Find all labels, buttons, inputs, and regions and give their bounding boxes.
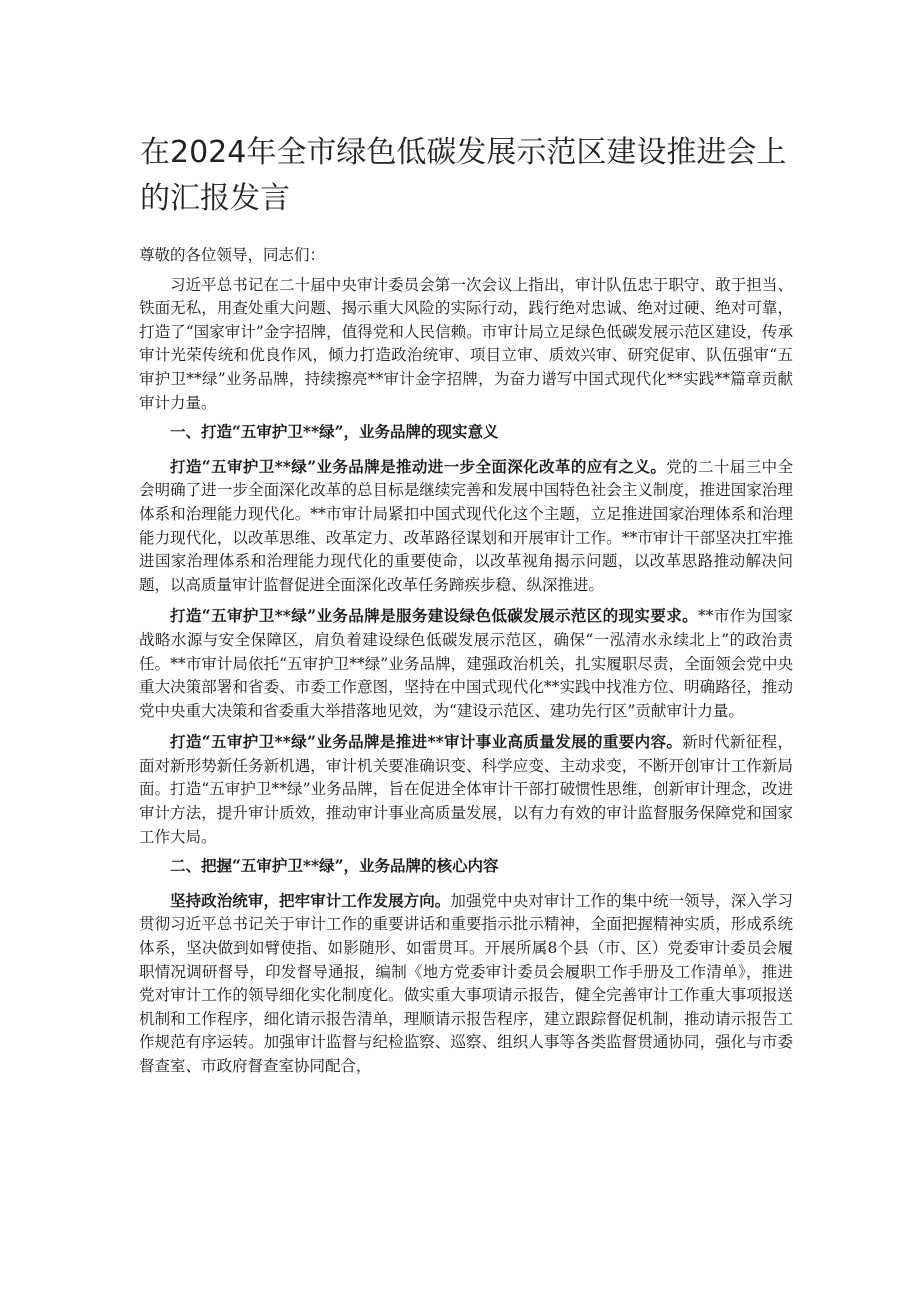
- paragraph-lead: 打造“五审护卫**绿”业务品牌是服务建设绿色低碳发展示范区的现实要求。: [170, 606, 699, 626]
- section-heading-2: 二、把握“五审护卫**绿”，业务品牌的核心内容: [170, 856, 499, 876]
- section-1-paragraph-1: [139, 455, 793, 598]
- paragraph-text: 新时代新征程，面对新形势新任务新机遇，审计机关要准确识变、科学应变、主动求变，不断开创审计工作新局面。打造“五审护卫**绿”业务品牌，旨在促进全体审计干部打破惯性思维，创新审计理念，改进审计方法，提升审计质效，推动审计事业高质量发展，以有力有效的审计监督服务保障党和国家工作大局。: [139, 733, 793, 846]
- section-heading-1: 一、打造“五审护卫**绿”，业务品牌的现实意义: [170, 422, 499, 442]
- section-1-paragraph-3: [139, 730, 793, 849]
- salutation: 尊敬的各位领导，同志们：: [139, 246, 326, 264]
- paragraph-lead: 坚持政治统审，把牢审计工作发展方向。: [170, 890, 451, 910]
- section-1-paragraph-2: [139, 604, 793, 723]
- paragraph-text: 加强党中央对审计工作的集中统一领导，深入学习贯彻习近平总书记关于审计工作的重要讲话和重要指示批示精神，全面把握精神实质，形成系统体系，坚决做到如臂使指、如影随形、如雷贯耳。开展所属8个县（市、区）党委审计委员会履职情况调研督导，印发督导通报，编制《地方党委审计委员会履职工作手册及工作清单》，推进党对审计工作的领导细化实化制度化。做实重大事项请示报告，健全完善审计工作重大事项报送机制和工作程序，细化请示报告清单，理顺请示报告程序，建立跟踪督促机制，推动请示报告工作规范有序运转。加强审计监督与纪检监察、巡察、组织人事等各类监督贯通协同，强化与市委督查室、市政府督查室协同配合，: [139, 891, 793, 1075]
- intro-paragraph: 习近平总书记在二十届中央审计委员会第一次会议上指出，审计队伍忠于职守、敢于担当、铁面无私，用查处重大问题、揭示重大风险的实际行动，践行绝对忠诚、绝对过硬、绝对可靠，打造了“国家审计”金字招牌，值得党和人民信赖。市审计局立足绿色低碳发展示范区建设，传承审计光荣传统和优良作风，倾力打造政治统审、项目立审、质效兴审、研究促审、队伍强审“五审护卫**绿”业务品牌，持续擦亮**审计金字招牌，为奋力谱写中国式现代化**实践**篇章贡献审计力量。: [139, 275, 793, 412]
- section-2-paragraph-1: [139, 889, 793, 1079]
- paragraph-text: 党的二十届三中全会明确了进一步全面深化改革的总目标是继续完善和发展中国特色社会主义制度，推进国家治理体系和治理能力现代化。**市审计局紧扣中国式现代化这个主题，立足推进国家治理体系和治理能力现代化，以改革思维、改革定力、改革路径谋划和开展审计工作。**市审计干部坚决扛牢推进国家治理体系和治理能力现代化的重要使命，以改革视角揭示问题，以改革思路推动解决问题，以高质量审计监督促进全面深化改革任务蹄疾步稳、纵深推进。: [139, 457, 793, 594]
- paragraph-lead: 打造“五审护卫**绿”业务品牌是推动进一步全面深化改革的应有之义。: [170, 456, 667, 476]
- paragraph-lead: 打造“五审护卫**绿”业务品牌是推进**审计事业高质量发展的重要内容。: [170, 732, 683, 752]
- document-title: 在2024年全市绿色低碳发展示范区建设推进会上的汇报发言: [140, 135, 787, 216]
- paragraph-text: **市作为国家战略水源与安全保障区，肩负着建设绿色低碳发展示范区，确保“一泓清水永续北上”的政治责任。**市审计局依托“五审护卫**绿”业务品牌，建强政治机关，扎实履职尽责，全面领会党中央重大决策部署和省委、市委工作意图，坚持在中国式现代化**实践中找准方位、明确路径，推动党中央重大决策和省委重大举措落地见效，为“建设示范区、建功先行区”贡献审计力量。: [139, 607, 793, 720]
- document-body: [139, 244, 793, 1084]
